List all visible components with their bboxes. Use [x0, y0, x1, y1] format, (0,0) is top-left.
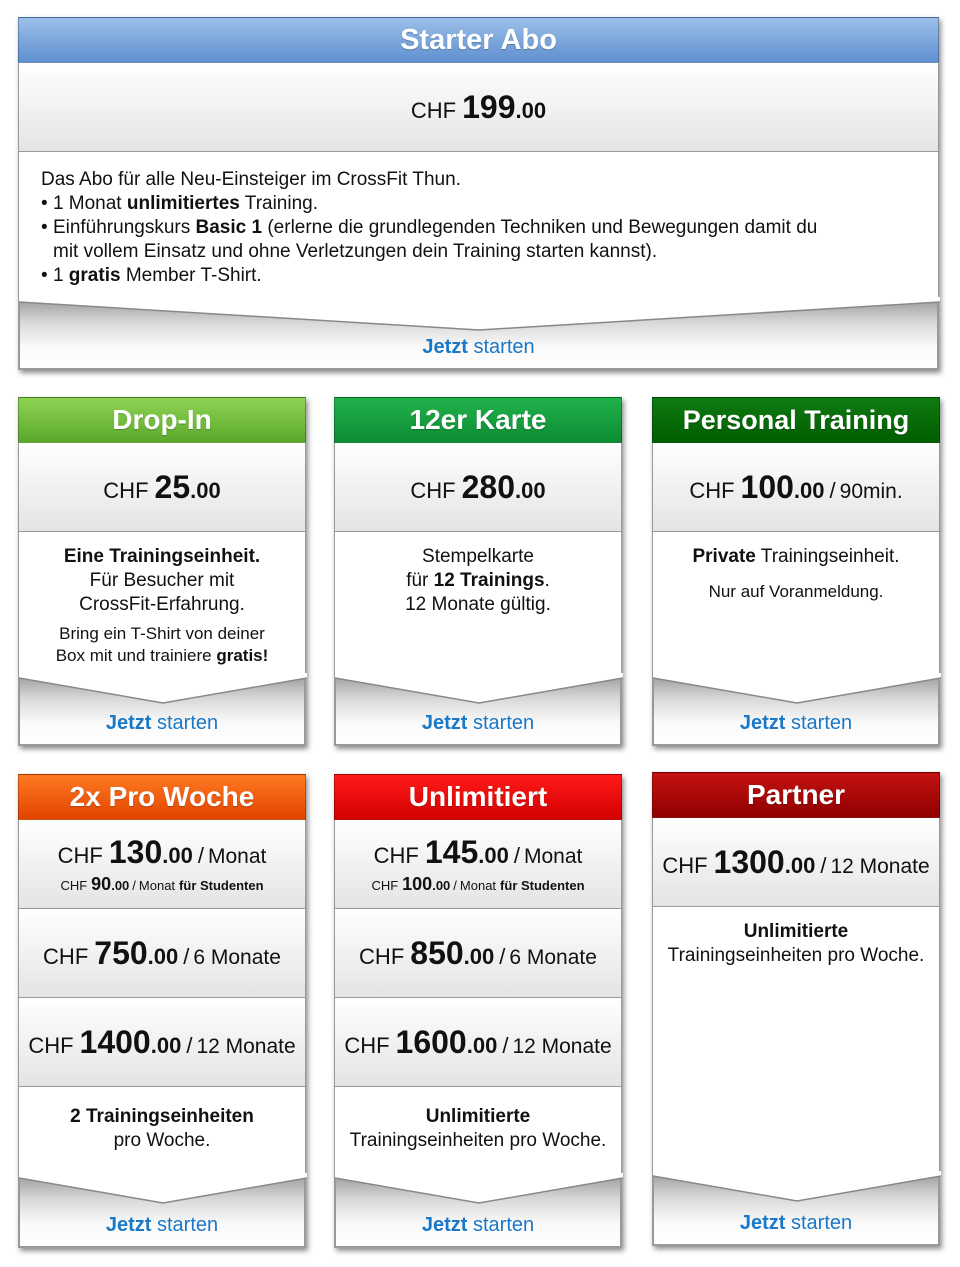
partner-card — [652, 772, 940, 1246]
price-cents: .00 — [793, 477, 825, 503]
personal-training-title: Personal Training — [652, 397, 940, 443]
drop-in-line-3: CrossFit-Erfahrung. — [79, 594, 245, 615]
currency: CHF — [689, 477, 735, 503]
price-period: 12 Monate — [196, 1034, 296, 1058]
12er-karte-description — [334, 532, 622, 746]
drop-in-cta-area — [19, 673, 305, 745]
personal-line-2: Nur auf Voranmeldung. — [708, 582, 884, 601]
price-amount: 750 — [94, 934, 148, 971]
partner-line-1: Unlimitierte — [743, 921, 849, 942]
starter-bullet-2: • Einführungskurs Basic 1 (erlerne die grundlegenden Techniken und Bewegungen damit du — [41, 217, 818, 238]
12er-karte-title: 12er Karte — [334, 397, 622, 443]
drop-in-line-4: Bring ein T-Shirt von deiner — [59, 624, 265, 643]
price-amount: 280 — [461, 468, 515, 505]
currency: CHF — [359, 943, 405, 969]
currency: CHF — [410, 477, 456, 503]
2x-pro-woche-price-monthly: CHF 130 .00 / Monat CHF 90 .00 / Monat für Studenten — [18, 820, 306, 909]
starter-abo-price — [18, 63, 939, 152]
chevron-divider-icon — [653, 673, 941, 709]
12er-karte-price — [334, 443, 622, 532]
price-period: 6 Monate — [193, 945, 281, 969]
unlimitiert-title: Unlimitiert — [334, 774, 622, 820]
drop-in-line-2: Für Besucher mit — [89, 570, 235, 591]
starter-bullet-2-cont: mit vollem Einsatz und ohne Verletzungen dein Training starten kannst). — [53, 241, 658, 262]
price-amount: 850 — [410, 934, 464, 971]
2x-pro-woche-card — [18, 774, 306, 1248]
12er-karte-jetzt-starten-link[interactable]: Jetzt starten — [421, 712, 535, 734]
2x-pro-woche-title: 2x Pro Woche — [18, 774, 306, 820]
personal-line-1: Private Trainingseinheit. — [692, 546, 900, 567]
drop-in-title: Drop-In — [18, 397, 306, 443]
12er-karte-cta-area — [335, 673, 621, 745]
price-period: 90min. — [839, 479, 903, 503]
starter-abo-title: Starter Abo — [18, 17, 939, 63]
currency: CHF — [57, 842, 103, 868]
starter-cta-area — [19, 297, 938, 369]
price-amount: 1300 — [713, 843, 785, 880]
starter-intro: Das Abo für alle Neu-Einsteiger im CrossFit Thun. — [41, 169, 461, 190]
price-amount: 1600 — [395, 1023, 467, 1060]
2x-pro-woche-price-6-months: CHF 750 .00 / 6 Monate — [18, 909, 306, 998]
personal-training-description — [652, 532, 940, 746]
unlimitiert-cta-area — [335, 1173, 621, 1247]
price-cents: .00 — [784, 852, 816, 878]
currency: CHF — [103, 477, 149, 503]
personal-training-card — [652, 397, 940, 746]
price-cents: .00 — [147, 943, 179, 969]
unlimitiert-price-monthly: CHF 145 .00 / Monat CHF 100 .00 / Monat für Studenten — [334, 820, 622, 909]
chevron-divider-icon — [335, 1173, 623, 1209]
chevron-divider-icon — [19, 297, 940, 337]
student-price: CHF 90 .00 / Monat für Studenten — [60, 873, 264, 894]
price-amount: 199 — [462, 88, 516, 125]
personal-training-jetzt-starten-link[interactable]: Jetzt starten — [739, 712, 853, 734]
unlimitiert-price-12-months: CHF 1600 .00 / 12 Monate — [334, 998, 622, 1087]
price-cents: .00 — [162, 842, 193, 868]
unlimitiert-card — [334, 774, 622, 1248]
partner-title: Partner — [652, 772, 940, 818]
drop-in-description — [18, 532, 306, 746]
price-period: 12 Monate — [830, 854, 930, 878]
chevron-divider-icon — [19, 1173, 307, 1209]
currency: CHF — [662, 852, 708, 878]
price-cents: .00 — [515, 97, 547, 123]
drop-in-jetzt-starten-link[interactable]: Jetzt starten — [105, 712, 219, 734]
price-cents: .00 — [466, 1032, 498, 1058]
price-period: 6 Monate — [509, 945, 597, 969]
partner-cta-area — [653, 1171, 939, 1245]
unlimitiert-jetzt-starten-link[interactable]: Jetzt starten — [421, 1214, 535, 1236]
price-cents: .00 — [478, 842, 509, 868]
2x-pro-woche-jetzt-starten-link[interactable]: Jetzt starten — [105, 1214, 219, 1236]
starter-bullet-3: • 1 gratis Member T-Shirt. — [41, 265, 262, 286]
price-amount: 100 — [740, 468, 794, 505]
partner-jetzt-starten-link[interactable]: Jetzt starten — [739, 1212, 853, 1234]
price-amount: 130 — [108, 833, 163, 870]
personal-training-price: CHF 100 .00 / 90min. — [652, 443, 940, 532]
prowoche-line-1: 2 Trainingseinheiten — [70, 1106, 254, 1127]
partner-price: CHF 1300 .00 / 12 Monate — [652, 818, 940, 907]
2x-pro-woche-cta-area — [19, 1173, 305, 1247]
drop-in-line-5: Box mit und trainiere gratis! — [55, 646, 269, 665]
unlimitiert-price-6-months: CHF 850 .00 / 6 Monate — [334, 909, 622, 998]
starter-abo-card — [18, 17, 939, 370]
price-period: Monat — [207, 844, 267, 868]
chevron-divider-icon — [19, 673, 307, 709]
price-cents: .00 — [463, 943, 495, 969]
price-cents: .00 — [515, 477, 546, 503]
drop-in-card — [18, 397, 306, 746]
student-price: CHF 100 .00 / Monat für Studenten — [371, 873, 585, 894]
drop-in-line-1: Eine Trainingseinheit. — [63, 546, 261, 567]
prowoche-line-2: pro Woche. — [113, 1130, 211, 1151]
price-amount: 145 — [424, 833, 479, 870]
unlimitiert-line-1: Unlimitierte — [425, 1106, 531, 1127]
currency: CHF — [28, 1032, 74, 1058]
partner-line-2: Trainingseinheiten pro Woche. — [667, 945, 925, 966]
chevron-divider-icon — [653, 1171, 941, 1207]
personal-training-cta-area — [653, 673, 939, 745]
price-amount: 25 — [154, 468, 191, 505]
chevron-divider-icon — [335, 673, 623, 709]
price-period: Monat — [523, 844, 583, 868]
unlimitiert-description — [334, 1087, 622, 1248]
drop-in-price — [18, 443, 306, 532]
currency: CHF — [410, 97, 457, 123]
unlimitiert-line-2: Trainingseinheiten pro Woche. — [349, 1130, 607, 1151]
partner-description — [652, 907, 940, 1246]
2x-pro-woche-price-12-months: CHF 1400 .00 / 12 Monate — [18, 998, 306, 1087]
price-cents: .00 — [150, 1032, 182, 1058]
currency: CHF — [344, 1032, 390, 1058]
2x-pro-woche-description — [18, 1087, 306, 1248]
starter-jetzt-starten-link[interactable]: Jetzt starten — [422, 336, 535, 358]
starter-bullet-1: • 1 Monat unlimitiertes Training. — [41, 193, 319, 214]
price-cents: .00 — [190, 477, 221, 503]
karte-line-3: 12 Monate gültig. — [405, 594, 551, 615]
12er-karte-card — [334, 397, 622, 746]
price-period: 12 Monate — [512, 1034, 612, 1058]
starter-abo-description — [18, 152, 939, 370]
currency: CHF — [43, 943, 89, 969]
price-amount: 1400 — [79, 1023, 151, 1060]
currency: CHF — [373, 842, 419, 868]
karte-line-2: für 12 Trainings. — [406, 570, 550, 591]
karte-line-1: Stempelkarte — [422, 546, 534, 567]
